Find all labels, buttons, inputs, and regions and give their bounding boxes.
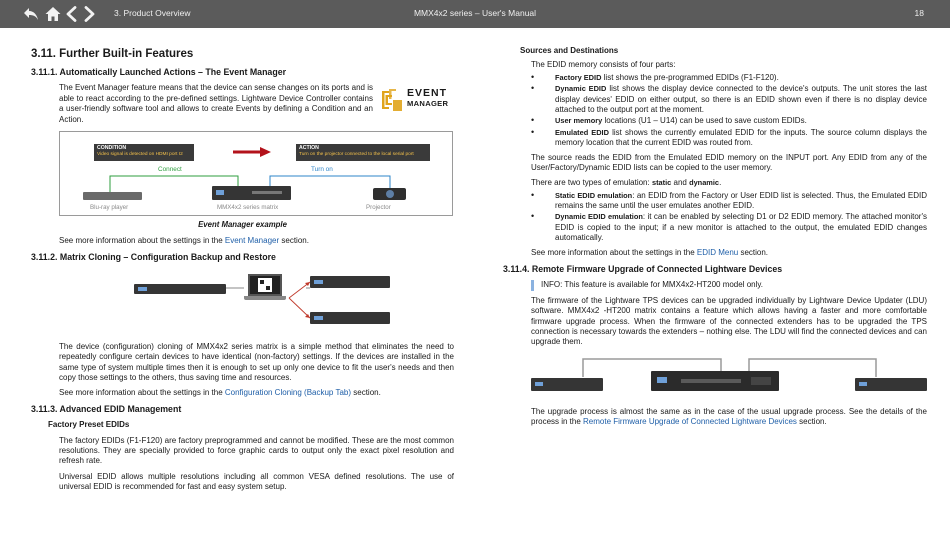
list-item-text: locations (U1 – U14) can be used to save custom EDIDs.: [602, 116, 807, 126]
blu-ray-player-label: Blu-ray player: [90, 203, 129, 211]
event-manager-heading: 3.11.1. Automatically Launched Actions – The Event Manager: [31, 66, 287, 77]
section-title: 3.11. Further Built-in Features: [31, 48, 194, 60]
document-title: MMX4x2 series – User's Manual: [413, 8, 537, 18]
memory-list: [531, 73, 927, 149]
projector-label: Projector: [366, 203, 391, 211]
tps-upgrade-diagram: [531, 357, 927, 399]
emulation-and: and: [671, 178, 690, 188]
dynamic-keyword: dynamic: [689, 178, 720, 188]
remote-firmware-link[interactable]: Remote Firmware Upgrade of Connected Lightware Devices: [583, 417, 797, 427]
emulation-list: [531, 191, 927, 244]
list-item-text: list shows the pre-programmed EDIDs (F1-F120).: [601, 72, 779, 82]
chapter-title: 3. Product Overview: [114, 8, 191, 18]
list-item: [531, 84, 927, 115]
sources-destinations-heading: Sources and Destinations: [520, 46, 619, 55]
firmware-upgrade-heading: 3.11.4. Remote Firmware Upgrade of Connected Lightware Devices: [503, 264, 783, 275]
matrix-cloning-heading: 3.11.2. Matrix Cloning – Configuration Backup and Restore: [31, 252, 276, 263]
source-paragraph: The source reads the EDID from the Emulated EDID memory on the INPUT port. Any EDID from any of the User/Factory/Dynamic EDID lists can be copied to the user memory.: [531, 152, 927, 172]
matrix-image: [651, 371, 779, 391]
event-manager-link[interactable]: Event Manager: [224, 236, 280, 246]
matrix-cloning-see-more: [59, 388, 454, 398]
figure-caption: Event Manager example: [198, 219, 287, 229]
see-more-suffix: section.: [738, 247, 769, 257]
page-header: [0, 0, 950, 28]
blu-ray-player-image: [83, 192, 142, 200]
emulation-intro: [531, 178, 927, 188]
keyword: Emulated EDID: [555, 127, 609, 137]
list-item: [531, 191, 927, 212]
list-item-text: list shows the currently emulated EDID for the inputs. The source column displays the memory location that the current EDID was routed from.: [555, 127, 927, 148]
condition-text: Video signal is detected on HDMI port I2: [97, 151, 183, 157]
info-note: INFO: This feature is available for MMX4x2-HT200 model only.: [531, 280, 927, 290]
list-item: [531, 128, 927, 149]
right-column: [503, 46, 927, 433]
list-item-text: : an EDID from the Factory or User EDID list is selected. Thus, the Emulated EDID remains the same until the user emulates another EDID.: [555, 190, 928, 211]
matrix-label: MMX4x2 series matrix: [217, 203, 279, 211]
page-number: 18: [914, 8, 924, 18]
keyword: Factory EDID: [555, 72, 602, 82]
event-manager-diagram: [59, 131, 453, 216]
turn-on-label: Turn on: [311, 165, 333, 173]
upgrade-text: The upgrade process is almost the same as in the case of the usual upgrade process. See the details of the process in the: [531, 406, 927, 427]
projector-image: [373, 188, 406, 200]
list-item: [531, 116, 927, 126]
upgrade-paragraph: [531, 407, 927, 428]
keyword: User memory: [555, 116, 603, 126]
upgrade-suffix: section.: [796, 417, 827, 427]
action-title: ACTION: [299, 144, 319, 151]
see-more-suffix: section.: [351, 388, 381, 398]
event-manager-see-more: [59, 236, 454, 246]
factory-edid-paragraph: The factory EDIDs (F1-F120) are factory preprogrammed and cannot be modified. These are the most common resolutions. They are specially provided to force graphic cards to output only the exact pixel resolution and refresh rate.: [59, 435, 454, 466]
event-manager-intro: [59, 83, 454, 125]
logo-text-line2: MANAGER: [407, 99, 449, 109]
edid-see-more: [531, 248, 927, 258]
see-more-text: See more information about the settings in the: [531, 247, 697, 257]
event-manager-paragraph: The Event Manager feature means that the device can sense changes on its ports and is able to react according to the pre-defined settings. Lightware Device Controller contains a user-friendly software tool and allows to create Events by defining a Condition and an Action.: [59, 83, 373, 124]
connect-label: Connect: [158, 165, 182, 173]
static-keyword: static: [651, 178, 672, 188]
firmware-paragraph: The firmware of the Lightware TPS devices can be upgraded individually by Lightware Device Updater (LDU) software. MMX4x2 -HT200 matrix contains a feature which allows having a faster and more comfortable firmware upgrade process. When the firmware of the connected extenders has to be upgraded the TPS connection is necessary towards the extenders – nothing else. The LDU will find the connected devices and can upgrade them.: [531, 295, 927, 347]
source-matrix-image: [134, 284, 226, 294]
target-matrix-2-image: [310, 312, 390, 324]
configuration-cloning-link[interactable]: Configuration Cloning (Backup Tab): [224, 388, 352, 398]
action-text: Turn on the projector connected to the local serial port: [299, 151, 414, 157]
tps-extender-left-image: [531, 378, 603, 391]
see-more-suffix: section.: [279, 236, 309, 246]
list-item-text: list shows the display device connected to the device's outputs. The unit stores the last display devices' EDID on either output, so there is an EDID shown even if there is no display device attached to the output port at the moment.: [555, 84, 927, 114]
keyword: Static EDID emulation: [555, 190, 633, 200]
emulation-suffix: .: [719, 178, 722, 188]
list-item-text: : it can be enabled by selecting D1 or D2 EDID memory. The attached monitor's EDID is copied to the input; if a new monitor is attached to the output, the emulated EDID changes automatically.: [555, 212, 927, 243]
matrix-image: [212, 186, 291, 200]
list-item: [531, 73, 927, 83]
keyword: Dynamic EDID: [555, 84, 607, 94]
laptop-icon: [244, 274, 286, 302]
keyword: Dynamic EDID emulation: [555, 212, 643, 222]
matrix-cloning-diagram: [134, 274, 394, 332]
logo-text-line1: EVENT: [407, 87, 448, 100]
target-matrix-1-image: [310, 276, 390, 288]
see-more-text: See more information about the settings in the: [59, 236, 225, 246]
matrix-cloning-paragraph: The device (configuration) cloning of MMX4x2 series matrix is a simple method that eliminates the need to repeatedly configure certain devices to have identical (non-factory) settings. If the devices are installed in the same type of system multiple times then it is enough to set up only one device to fit the user's needs and then copy those settings to the others, thus saving time and resources.: [59, 341, 454, 383]
see-more-text: See more information about the settings in the: [59, 388, 225, 398]
left-column: [31, 46, 454, 498]
list-item: [531, 212, 927, 243]
condition-title: CONDITION: [97, 144, 127, 151]
tps-extender-right-image: [855, 378, 927, 391]
event-manager-logo: [380, 87, 454, 113]
factory-preset-heading: Factory Preset EDIDs: [48, 420, 130, 430]
advanced-edid-heading: 3.11.3. Advanced EDID Management: [31, 403, 182, 414]
edid-menu-link[interactable]: EDID Menu: [696, 247, 739, 257]
universal-edid-paragraph: Universal EDID allows multiple resolutions including all common VESA defined resolutions. The use of universal EDID is recommended for fast and easy system setup.: [59, 471, 454, 492]
memory-intro: The EDID memory consists of four parts:: [531, 60, 676, 70]
emulation-text: There are two types of emulation:: [531, 178, 652, 188]
